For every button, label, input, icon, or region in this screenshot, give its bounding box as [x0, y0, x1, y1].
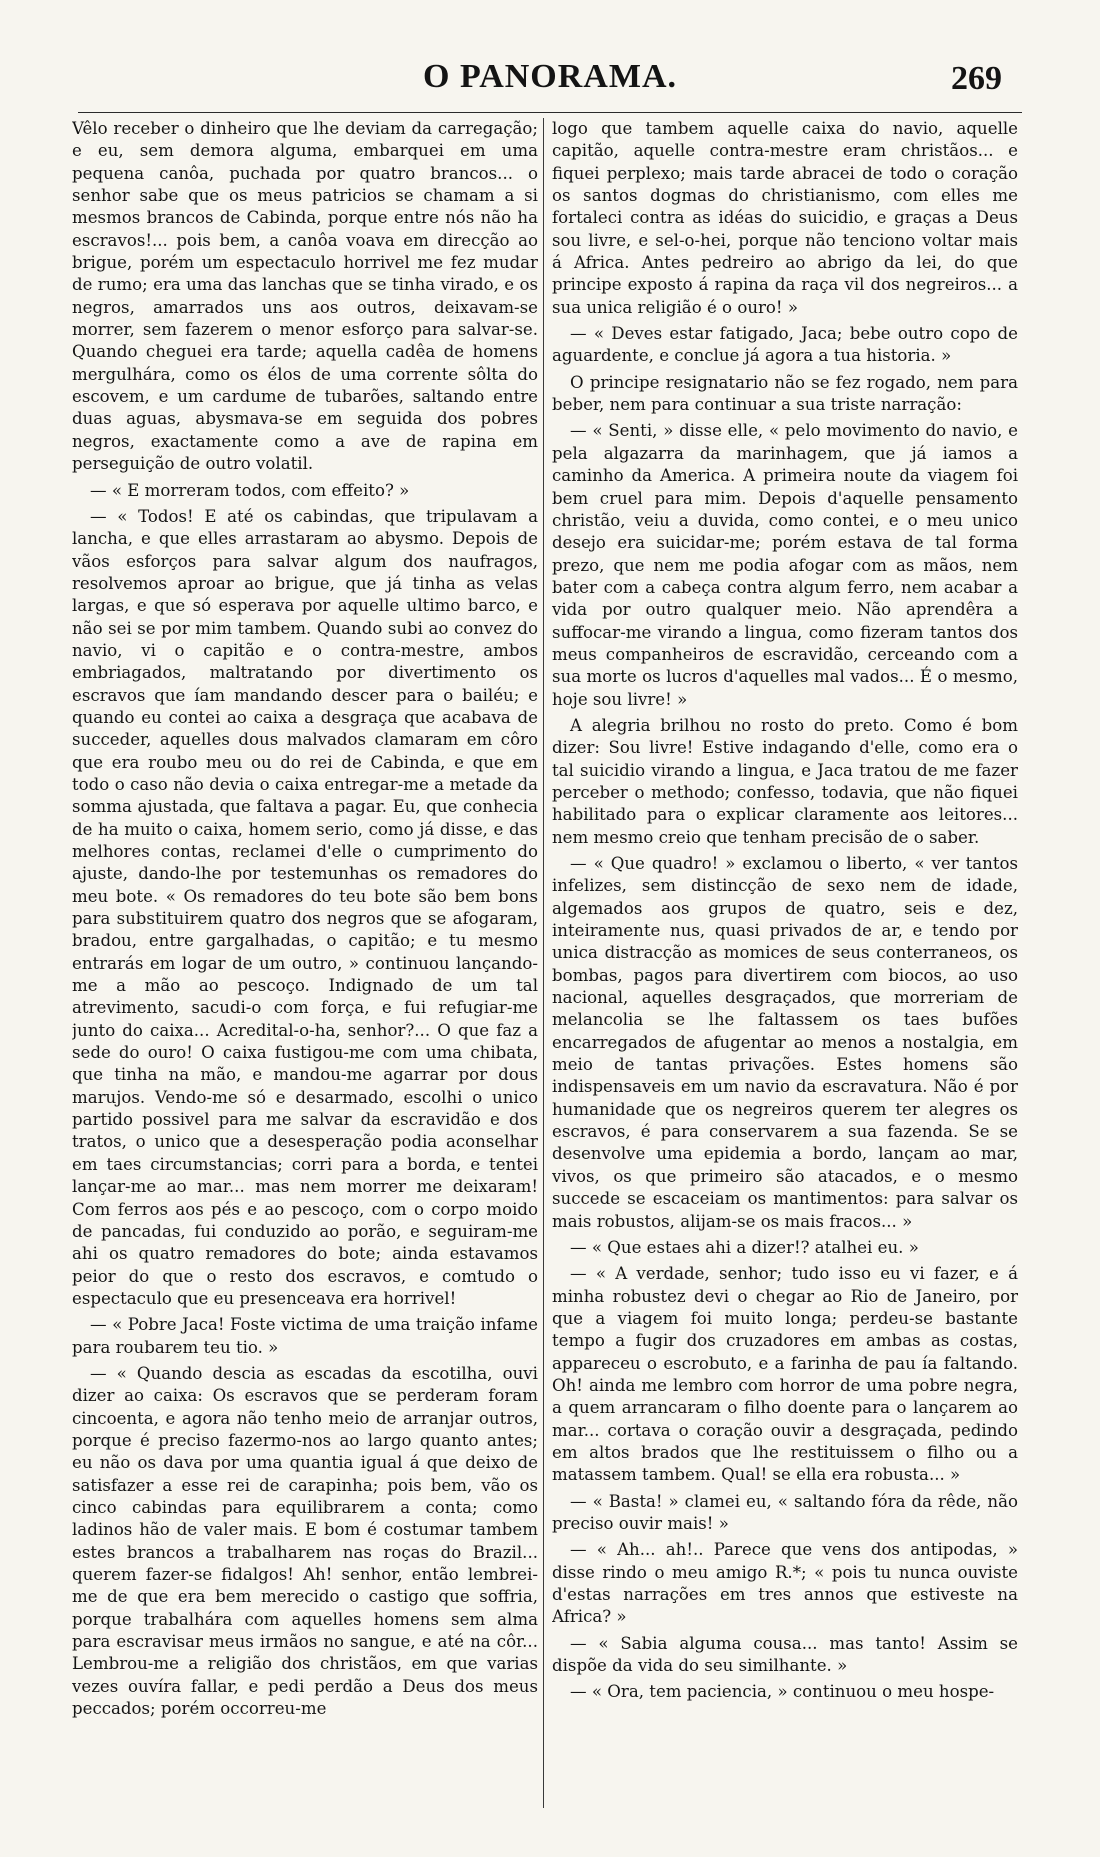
- paragraph: logo que tambem aquelle caixa do navio, aquelle capitão, aquelle contra-mestre eram christãos... e fiquei perplexo; mais tarde abracei de todo o coração os santos dogmas do christianismo, com elles me fortaleci contra as idéas do suicidio, e graças a Deus sou livre, e sel-o-hei, porque não tenciono voltar mais á Africa. Antes pedreiro ao abrigo da lei, do que principe exposto á rapina da raça vil dos negreiros... a sua unica religião é o ouro! »: [552, 119, 1018, 317]
- paragraph: — « Todos! E até os cabindas, que tripulavam a lancha, e que elles arrastaram ao abysmo. Depois de vãos esforços para salvar algum dos naufragos, resolvemos aproar ao brigue, que já tinha as velas largas, e que só esperava por aquelle ultimo barco, e não sei se por mim tambem. Quando subi ao convez do navio, vi o capitão e o contra-mestre, ambos embriagados, maltratando por divertimento os escravos que íam mandando descer para o bailéu; e quando eu contei ao caixa a desgraça que acabava de succeder, aquelles dous malvados clamaram em côro que era roubo meu ou do rei de Cabinda, e que em todo o caso não devia o caixa entregar-me a metade da somma ajustada, que faltava a pagar. Eu, que conhecia de ha muito o caixa, homem serio, como já disse, e das melhores contas, reclamei d'elle o cumprimento do ajuste, dando-lhe por testemunhas os remadores do meu bote. « Os remadores do teu bote são bem bons para substituirem quatro dos negros que se afogaram, bradou, entre gargalhadas, o capitão; e tu mesmo entrarás em logar de um outro, » continuou lançando-me a mão ao pescoço. Indignado de um tal atrevimento, sacudi-o com força, e fui refugiar-me junto do caixa... Acredital-o-ha, senhor?... O que faz a sede do ouro! O caixa fustigou-me com uma chibata, que tinha na mão, e mandou-me agarrar por dous marujos. Vendo-me só e desarmado, escolhi o unico partido possivel para me salvar da escravidão e dos tratos, o unico que a desesperação podia aconselhar em taes circumstancias; corri para a borda, e tentei lançar-me ao mar... mas nem morrer me deixaram! Com ferros aos pés e ao pescoço, com o corpo moido de pancadas, fui conduzido ao porão, e seguiram-me ahi os quatro remadores do bote; ainda estavamos peior do que o resto dos escravos, e comtudo o espectaculo que eu presenceava era horrivel!: [72, 506, 538, 1308]
- right-column: [552, 118, 1018, 1848]
- paragraph: — « Ah... ah!.. Parece que vens dos antipodas, » disse rindo o meu amigo R.*; « pois tu nunca ouviste d'estas narrações em tres annos que estiveste na Africa? »: [552, 1540, 1018, 1627]
- paragraph: — « Ora, tem paciencia, » continuou o meu hospe-: [570, 1682, 995, 1702]
- paragraph: — « Deves estar fatigado, Jaca; bebe outro copo de aguardente, e conclue já agora a tua historia. »: [552, 324, 1018, 366]
- left-column: [72, 118, 538, 1848]
- paragraph: — « Pobre Jaca! Foste victima de uma traição infame para roubarem teu tio. »: [72, 1315, 538, 1357]
- paragraph: O principe resignatario não se fez rogado, nem para beber, nem para continuar a sua triste narração:: [552, 372, 1018, 415]
- paragraph: — « A verdade, senhor; tudo isso eu vi fazer, e á minha robustez devi o chegar ao Rio de Janeiro, por que a viagem foi muito longa; perdeu-se bastante tempo a fugir dos cruzadores em ambas as costas, appareceu o escrobuto, e a farinha de pau ía faltando. Oh! ainda me lembro com horror de uma pobre negra, a quem arrancaram o filho doente para o lançarem ao mar... cortava o coração ouvir a desgraçada, pedindo em altos brados que lhe restituissem o filho ou a matassem tambem. Qual! se ella era robusta... »: [552, 1264, 1018, 1485]
- header-rule: [78, 112, 1022, 113]
- paragraph: — « Basta! » clamei eu, « saltando fóra da rêde, não preciso ouvir mais! »: [552, 1491, 1018, 1533]
- paragraph: A alegria brilhou no rosto do preto. Como é bom dizer: Sou livre! Estive indagando d'elle, como era o tal suicidio virando a lingua, e Jaca tratou de me fazer perceber o methodo; confesso, todavia, que não fiquei habilitado para o explicar claramente aos leitores... nem mesmo creio que tenham precisão de o saber.: [552, 715, 1018, 847]
- column-divider: [543, 118, 544, 1808]
- page-number: 269: [951, 60, 1002, 97]
- paragraph: — « E morreram todos, com effeito? »: [90, 480, 410, 500]
- paragraph: — « Quando descia as escadas da escotilha, ouvi dizer ao caixa: Os escravos que se perderam foram cincoenta, e agora não tenho meio de arranjar outros, porque é preciso fazermo-nos ao largo quanto antes; eu não os dava por uma quantia igual á que deixo de satisfazer a esse rei de carapinha; pois bem, vão os cinco cabindas para equilibrarem a conta; como ladinos hão de valer mais. E bom é costumar tambem estes brancos a trabalharem nas roças do Brazil... querem fazer-se fidalgos! Ah! senhor, então lembrei-me de que era bem merecido o castigo que soffria, porque trabalhára com aquelles homens sem alma para escravisar meus irmãos no sangue, e até na côr... Lembrou-me a religião dos christãos, em que varias vezes ouvíra fallar, e pedi perdão a Deus dos meus peccados; porém occorreu-me: [72, 1363, 538, 1719]
- paragraph: — « Senti, » disse elle, « pelo movimento do navio, e pela algazarra da marinhagem, que já iamos a caminho da America. A primeira noute da viagem foi bem cruel para mim. Depois d'aquelle pensamento christão, veiu a duvida, como contei, e o meu unico desejo era suicidar-me; porém estava de tal forma prezo, que nem me podia afogar com as mãos, nem bater com a cabeça contra algum ferro, nem acabar a vida por outro qualquer meio. Não aprendêra a suffocar-me virando a lingua, como fizeram tantos dos meus companheiros de escravidão, cerceando com a sua morte os lucros d'aquelles mal vados... É o mesmo, hoje sou livre! »: [552, 421, 1018, 709]
- paragraph: — « Sabia alguma cousa... mas tanto! Assim se dispõe da vida do seu similhante. »: [552, 1633, 1018, 1676]
- masthead: [0, 58, 1100, 108]
- publication-title: O PANORAMA.: [423, 58, 677, 95]
- paragraph: Vêlo receber o dinheiro que lhe deviam da carregação; e eu, sem demora alguma, embarquei em uma pequena canôa, puchada por quatro brancos... o senhor sabe que os meus patricios se chamam a si mesmos brancos de Cabinda, porque entre nós não ha escravos!... pois bem, a canôa voava em direcção ao brigue, porém um espectaculo horrivel me fez mudar de rumo; era uma das lanchas que se tinha virado, e os negros, amarrados uns aos outros, deixavam-se morrer, sem fazerem o menor esforço para salvar-se. Quando cheguei era tarde; aquella cadêa de homens mergulhára, como os élos de uma corrente sôlta do escovem, e um cardume de tubarões, saltando entre duas aguas, abysmava-se em seguida dos pobres negros, exactamente como a ave de rapina em perseguição de outro volatil.: [72, 119, 538, 474]
- paragraph: — « Que quadro! » exclamou o liberto, « ver tantos infelizes, sem distincção de sexo nem de idade, algemados aos grupos de quatro, seis e dez, inteiramente nus, quasi privados de ar, e tendo por unica distracção as momices de seus conterraneos, os bombas, pagos para divertirem com biocos, ao uso nacional, aquelles desgraçados, que morreriam de melancolia se lhe faltassem os taes bufões encarregados de afugentar ao menos a nostalgia, em meio de tantas privações. Estes homens são indispensaveis em um navio da escravatura. Não é por humanidade que os negreiros querem ter alegres os escravos, é para conservarem a sua fazenda. Se se desenvolve uma epidemia a bordo, lançam ao mar, vivos, os que primeiro são atacados, e o mesmo succede se escaceiam os mantimentos: para salvar os mais robustos, alijam-se os mais fracos... »: [552, 854, 1018, 1231]
- paragraph: — « Que estaes ahi a dizer!? atalhei eu. »: [570, 1237, 919, 1257]
